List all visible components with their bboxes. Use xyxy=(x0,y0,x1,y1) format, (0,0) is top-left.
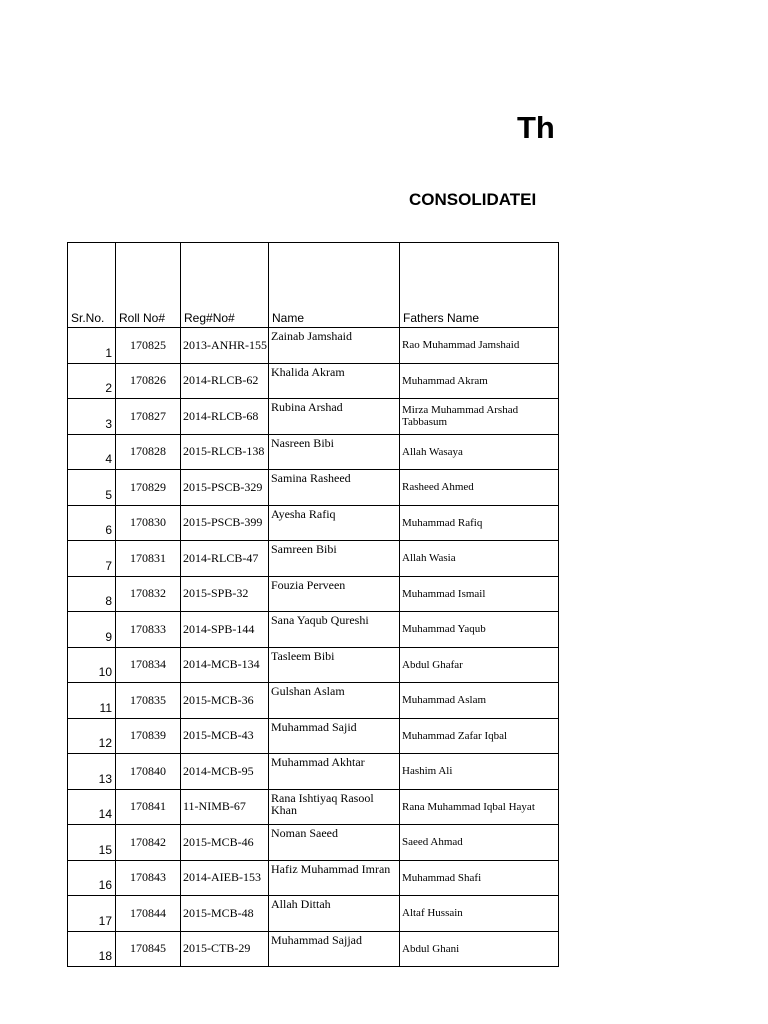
table-row xyxy=(68,825,559,861)
table-row xyxy=(68,505,559,541)
header-roll-no: Roll No# xyxy=(116,243,181,328)
table-row xyxy=(68,470,559,506)
roll-no-cell: 170831 xyxy=(116,541,181,577)
name-cell: Muhammad Sajjad xyxy=(269,931,400,967)
fathers-name-cell: Rao Muhammad Jamshaid xyxy=(400,328,559,364)
roll-no-cell: 170828 xyxy=(116,434,181,470)
name-cell: Noman Saeed xyxy=(269,825,400,861)
reg-no-cell: 2014-RLCB-62 xyxy=(181,363,269,399)
sr-no-cell: 15 xyxy=(68,825,116,861)
reg-no-cell: 11-NIMB-67 xyxy=(181,789,269,825)
roll-no-cell: 170834 xyxy=(116,647,181,683)
roll-no-cell: 170829 xyxy=(116,470,181,506)
roll-no-cell: 170843 xyxy=(116,860,181,896)
reg-no-cell: 2014-MCB-95 xyxy=(181,754,269,790)
sr-no-cell: 12 xyxy=(68,718,116,754)
fathers-name-cell: Abdul Ghafar xyxy=(400,647,559,683)
reg-no-cell: 2015-SPB-32 xyxy=(181,576,269,612)
name-cell: Allah Dittah xyxy=(269,896,400,932)
fathers-name-cell: Muhammad Zafar Iqbal xyxy=(400,718,559,754)
table-row xyxy=(68,434,559,470)
roll-no-cell: 170840 xyxy=(116,754,181,790)
table-row xyxy=(68,931,559,967)
sr-no-cell: 5 xyxy=(68,470,116,506)
fathers-name-cell: Muhammad Ismail xyxy=(400,576,559,612)
fathers-name-cell: Muhammad Aslam xyxy=(400,683,559,719)
table-row xyxy=(68,754,559,790)
table-row xyxy=(68,328,559,364)
name-cell: Samreen Bibi xyxy=(269,541,400,577)
reg-no-cell: 2015-MCB-46 xyxy=(181,825,269,861)
reg-no-cell: 2015-PSCB-329 xyxy=(181,470,269,506)
sr-no-cell: 17 xyxy=(68,896,116,932)
sr-no-cell: 11 xyxy=(68,683,116,719)
reg-no-cell: 2015-RLCB-138 xyxy=(181,434,269,470)
roll-no-cell: 170841 xyxy=(116,789,181,825)
name-cell: Zainab Jamshaid xyxy=(269,328,400,364)
reg-no-cell: 2013-ANHR-155 xyxy=(181,328,269,364)
name-cell: Gulshan Aslam xyxy=(269,683,400,719)
sr-no-cell: 10 xyxy=(68,647,116,683)
reg-no-cell: 2014-RLCB-47 xyxy=(181,541,269,577)
table-row xyxy=(68,789,559,825)
roll-no-cell: 170826 xyxy=(116,363,181,399)
roll-no-cell: 170835 xyxy=(116,683,181,719)
table-row xyxy=(68,399,559,435)
sr-no-cell: 3 xyxy=(68,399,116,435)
roll-no-cell: 170832 xyxy=(116,576,181,612)
sr-no-cell: 7 xyxy=(68,541,116,577)
name-cell: Tasleem Bibi xyxy=(269,647,400,683)
sr-no-cell: 14 xyxy=(68,789,116,825)
fathers-name-cell: Muhammad Yaqub xyxy=(400,612,559,648)
fathers-name-cell: Muhammad Akram xyxy=(400,363,559,399)
fathers-name-cell: Mirza Muhammad Arshad Tabbasum xyxy=(400,399,559,435)
name-cell: Muhammad Sajid xyxy=(269,718,400,754)
table-row xyxy=(68,896,559,932)
roll-no-cell: 170839 xyxy=(116,718,181,754)
name-cell: Hafiz Muhammad Imran xyxy=(269,860,400,896)
table-row xyxy=(68,860,559,896)
fathers-name-cell: Allah Wasaya xyxy=(400,434,559,470)
name-cell: Ayesha Rafiq xyxy=(269,505,400,541)
sr-no-cell: 18 xyxy=(68,931,116,967)
table-row xyxy=(68,647,559,683)
page-subtitle: CONSOLIDATEI xyxy=(409,190,537,209)
sr-no-cell: 8 xyxy=(68,576,116,612)
name-cell: Khalida Akram xyxy=(269,363,400,399)
roll-no-cell: 170842 xyxy=(116,825,181,861)
reg-no-cell: 2014-SPB-144 xyxy=(181,612,269,648)
name-cell: Samina Rasheed xyxy=(269,470,400,506)
table-header-row xyxy=(68,243,559,328)
name-cell: Fouzia Perveen xyxy=(269,576,400,612)
reg-no-cell: 2014-MCB-134 xyxy=(181,647,269,683)
sr-no-cell: 16 xyxy=(68,860,116,896)
sr-no-cell: 2 xyxy=(68,363,116,399)
roll-no-cell: 170845 xyxy=(116,931,181,967)
reg-no-cell: 2015-MCB-36 xyxy=(181,683,269,719)
reg-no-cell: 2015-MCB-48 xyxy=(181,896,269,932)
sr-no-cell: 6 xyxy=(68,505,116,541)
reg-no-cell: 2014-AIEB-153 xyxy=(181,860,269,896)
fathers-name-cell: Saeed Ahmad xyxy=(400,825,559,861)
reg-no-cell: 2015-MCB-43 xyxy=(181,718,269,754)
page-title: Th xyxy=(517,110,555,145)
table-row xyxy=(68,612,559,648)
roll-no-cell: 170827 xyxy=(116,399,181,435)
name-cell: Rana Ishtiyaq Rasool Khan xyxy=(269,789,400,825)
reg-no-cell: 2014-RLCB-68 xyxy=(181,399,269,435)
sr-no-cell: 13 xyxy=(68,754,116,790)
header-fathers-name: Fathers Name xyxy=(400,243,559,328)
header-name: Name xyxy=(269,243,400,328)
name-cell: Rubina Arshad xyxy=(269,399,400,435)
table-row xyxy=(68,576,559,612)
fathers-name-cell: Hashim Ali xyxy=(400,754,559,790)
roll-no-cell: 170844 xyxy=(116,896,181,932)
table-row xyxy=(68,718,559,754)
name-cell: Sana Yaqub Qureshi xyxy=(269,612,400,648)
header-sr-no: Sr.No. xyxy=(68,243,116,328)
roll-no-cell: 170833 xyxy=(116,612,181,648)
sr-no-cell: 1 xyxy=(68,328,116,364)
reg-no-cell: 2015-CTB-29 xyxy=(181,931,269,967)
roll-no-cell: 170825 xyxy=(116,328,181,364)
fathers-name-cell: Allah Wasia xyxy=(400,541,559,577)
fathers-name-cell: Altaf Hussain xyxy=(400,896,559,932)
results-table xyxy=(67,242,559,967)
sr-no-cell: 4 xyxy=(68,434,116,470)
table-row xyxy=(68,683,559,719)
header-reg-no: Reg#No# xyxy=(181,243,269,328)
name-cell: Nasreen Bibi xyxy=(269,434,400,470)
roll-no-cell: 170830 xyxy=(116,505,181,541)
fathers-name-cell: Rasheed Ahmed xyxy=(400,470,559,506)
fathers-name-cell: Muhammad Rafiq xyxy=(400,505,559,541)
reg-no-cell: 2015-PSCB-399 xyxy=(181,505,269,541)
name-cell: Muhammad Akhtar xyxy=(269,754,400,790)
fathers-name-cell: Rana Muhammad Iqbal Hayat xyxy=(400,789,559,825)
fathers-name-cell: Muhammad Shafi xyxy=(400,860,559,896)
table-row xyxy=(68,363,559,399)
sr-no-cell: 9 xyxy=(68,612,116,648)
table-row xyxy=(68,541,559,577)
fathers-name-cell: Abdul Ghani xyxy=(400,931,559,967)
